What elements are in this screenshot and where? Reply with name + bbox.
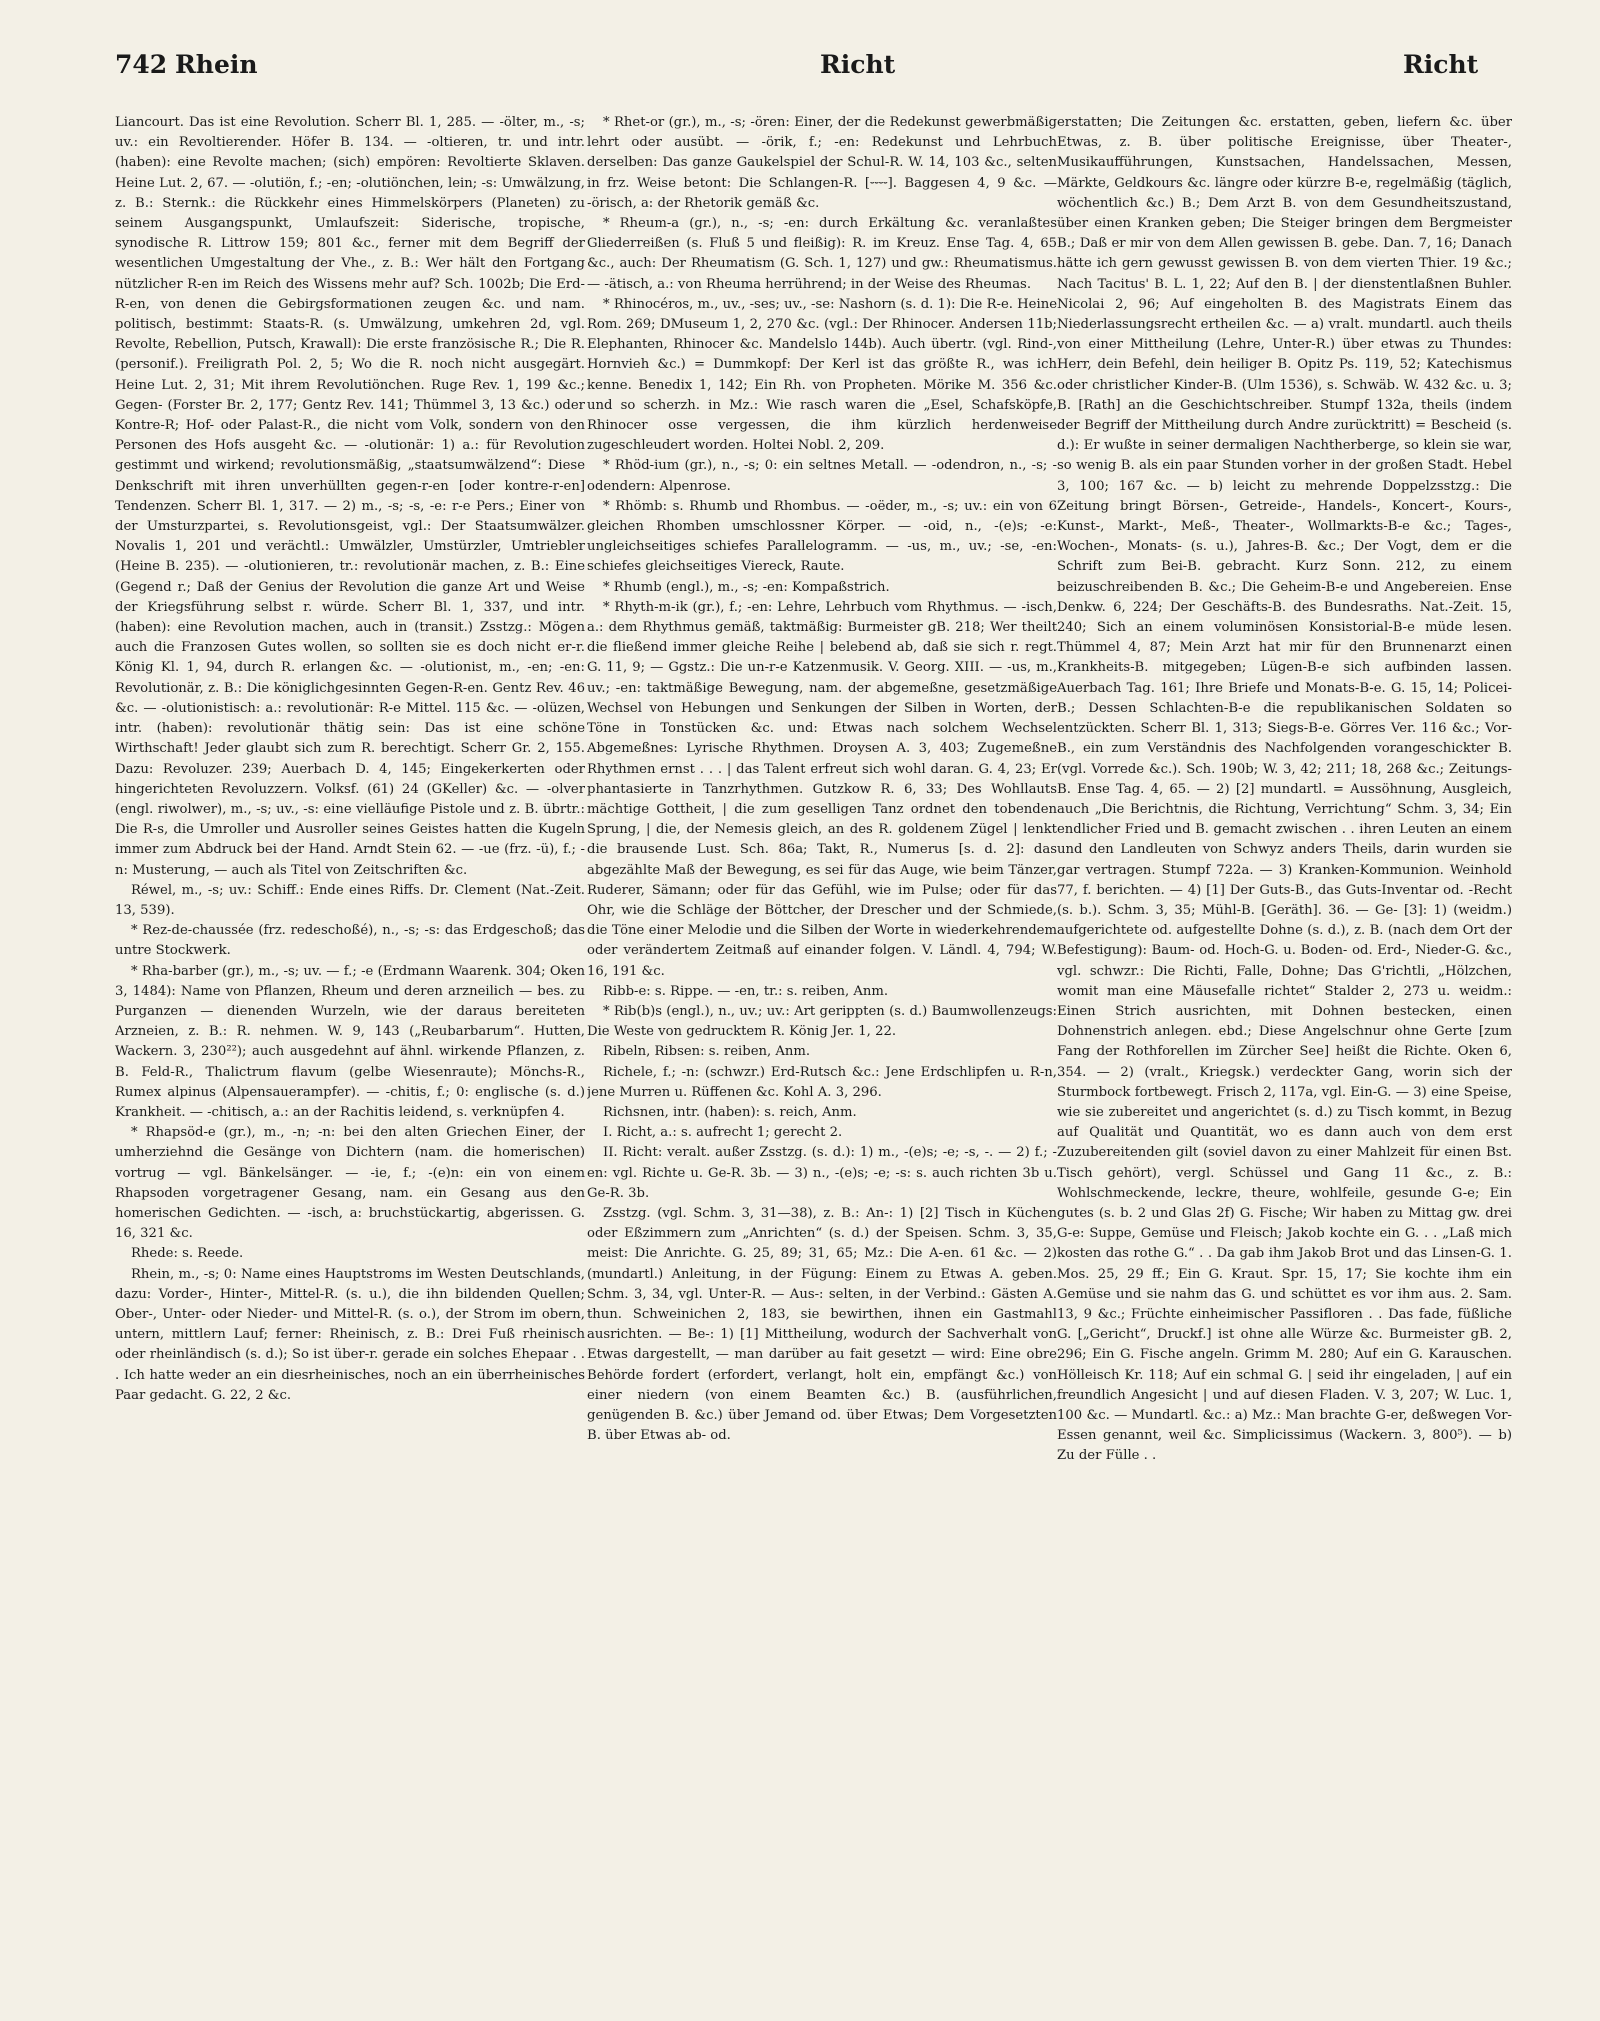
- entry-richele: Richele, f.; -n: (schwzr.) Erd-Rutsch &c.: Jene Erdschlipfen u. R-n, jene Murren u. Rüffenen &c. Kohl A. 3, 296.: [587, 1064, 1057, 1100]
- entry-rheuma: * Rheum-a (gr.), n., -s; -en: durch Erkältung &c. veranlaßtes Gliederreißen (s. Fluß 5 und fleißig): R. im Kreuz. Ense Tag. 4, 65 &c., auch: Der Rheumatism (G. Sch. 1, 127) und gw.: Rheumatismus. — -ätisch, a.: von Rheuma herrührend; in der Weise des Rheumas.: [587, 216, 1057, 292]
- column-right: [1057, 113, 1512, 1973]
- entry-ribbs: * Rib(b)s (engl.), n., uv.; uv.: Art gerippten (s. d.) Baumwollenzeugs: Die Weste von gedrucktem R. König Jer. 1, 22.: [587, 1003, 1057, 1040]
- entry-rhumb: * Rhumb (engl.), m., -s; -en: Kompaßstrich.: [603, 579, 890, 595]
- running-header: [115, 50, 1510, 84]
- header-keyword-right: Richt: [1403, 50, 1479, 79]
- header-keyword-left: Rhein: [175, 50, 258, 79]
- entry-revolution: Liancourt. Das ist eine Revolution. Scherr Bl. 1, 285. — -ölter, m., -s; uv.: ein Revoltierender. Höfer B. 134. — -oltieren, tr. und intr. (haben): eine Revolte machen; (sich) empören: Revoltierte Sklaven. Heine Lut. 2, 67. — -olutiön, f.; -en; -olutiönchen, lein; -s: Umwälzung, z. B.: Sternk.: die Rückkehr eines Himmelskörpers (Planeten) zu seinem Ausgangspunkt, Umlaufszeit: Siderische, tropische, synodische R. Littrow 159; 801 &c., ferner mit dem Begriff der wesentlichen Umgestaltung der Vhe., z. B.: Wer hält den Fortgang nützlicher R-en im Reich des Wissens mehr auf? Sch. 1002b; Die Erd-R-en, von denen die Gebirgsformationen zeugen &c. und nam. politisch, bestimmt: Staats-R. (s. Umwälzung, umkehren 2d, vgl. Revolte, Rebellion, Putsch, Krawall): Die erste französische R.; Die R. (personif.). Freiligrath Pol. 2, 5; Wo die R. noch nicht ausgegärt. Heine Lut. 2, 31; Mit ihrem Revolutiönchen. Ruge Rev. 1, 199 &c.; Gegen- (Forster Br. 2, 177; Gentz Rev. 141; Thümmel 3, 13 &c.) oder Kontre-R; Hof- oder Palast-R., die nicht vom Volk, sondern von den Personen des Hofs ausgeht &c. — -olutionär: 1) a.: für Revolution gestimmt und wirkend; revolutionsmäßig, „staatsumwälzend“: Diese Denkschrift mit ihren unverhüllten gegen-r-en [oder kontre-r-en] Tendenzen. Scherr Bl. 1, 317. — 2) m., -s; -s, -e: r-e Pers.; Einer von der Umsturzpartei, s. Revolutionsgeist, vgl.: Der Staatsumwälzer. Novalis 1, 201 und verächtl.: Umwälzler, Umstürzler, Umtriebler (Heine B. 235). — -olutionieren, tr.: revolutionär machen, z. B.: Eine (Gegend r.; Daß der Genius der Revolution die ganze Art und Weise der Kriegsführung selbst r. würde. Scherr Bl. 1, 337, und intr. (haben): eine Revolution machen, auch in (transit.) Zsstzg.: Mögen auch die Franzosen Gutes wollen, so sollten sie es doch nicht er-r. König Kl. 1, 94, durch R. erlangen &c. — -olutionist, m., -en; -en: Revolutionär, z. B.: Die königlichgesinnten Gegen-R-en. Gentz Rev. 46 &c. — -olutionistisch: a.: revolutionär: R-e Mittel. 115 &c. — -olüzen, intr. (haben): revolutionär thätig sein: Das ist eine schöne Wirthschaft! Jeder glaubt sich zum R. berechtigt. Scherr Gr. 2, 155. Dazu: Revoluzer. 239; Auerbach D. 4, 145; Eingekerkerten oder hingerichteten Revoluzzern. Volksf. (61) 24 (GKeller) &c. — -olver (engl. riwolwer), m., -s; uv., -s: eine vielläufige Pistole und z. B. übrtr.: Die R-s, die Umroller und Ausroller seines Geistes hatten die Kugeln immer zum Abdruck bei der Hand. Arndt Stein 62. — -ue (frz. -ü), f.; -n: Musterung, — auch als Titel von Zeitschriften &c.: [115, 115, 585, 878]
- header-keyword-middle: Richt: [820, 50, 896, 79]
- entry-rhein: Rhein, m., -s; 0: Name eines Hauptstroms im Westen Deutschlands, dazu: Vorder-, Hinter-, Mittel-R. (s. u.), die ihn bildenden Quellen; Ober-, Unter- oder Nieder- und Mittel-R. (s. o.), der Strom im obern, untern, mittlern Lauf; ferner: Rheinisch, z. B.: Drei Fuß rheinisch oder rheinländisch (s. d.); So ist über-r. gerade ein solches Ehepaar . . . Ich hatte weder an ein diesrheinisches, noch an ein überrheinisches Paar gedacht. G. 22, 2 &c.: [115, 1266, 585, 1403]
- entry-richt-2: II. Richt: veralt. außer Zsstzg. (s. d.): 1) m., -(e)s; -e; -s, -. — 2) f.; -en: vgl. Richte u. Ge-R. 3b. — 3) n., -(e)s; -e; -s: s. auch richten 3b u. Ge-R. 3b.: [587, 1145, 1057, 1201]
- entry-rhabarber: * Rha-barber (gr.), m., -s; uv. — f.; -e (Erdmann Waarenk. 304; Oken 3, 1484): Name von Pflanzen, Rheum und deren arzneilich — bes. zu Purganzen — dienenden Wurzeln, wie der daraus bereiteten Arzneien, z. B.: R. nehmen. W. 9, 143 („Reubarbarum“. Hutten, Wackern. 3, 230²²); auch ausgedehnt auf ähnl. wirkende Pflanzen, z. B. Feld-R., Thalictrum flavum (gelbe Wiesenraute); Mönchs-R., Rumex alpinus (Alpensauerampfer). — -chitis, f.; 0: englische (s. d.) Krankheit. — -chitisch, a.: an der Rachitis leidend, s. verknüpfen 4.: [115, 963, 585, 1120]
- entry-richsnen: Richsnen, intr. (haben): s. reich, Anm.: [603, 1104, 857, 1120]
- entry-rhythmik: * Rhyth-m-ik (gr.), f.; -en: Lehre, Lehrbuch vom Rhythmus. — -isch, a.: dem Rhythmus gemäß, taktmäßig: Burmeister gB. 218; Wer theilt die fließend immer gleiche Reihe | belebend ab, daß sie sich r. regt. G. 11, 9; — Ggstz.: Die un-r-e Katzenmusik. V. Georg. XIII. — -us, m., uv.; -en: taktmäßige Bewegung, nam. der abgemeßne, gesetzmäßige Wechsel von Hebungen und Senkungen der Silben in Worten, der Töne in Tonstücken &c. und: Etwas nach solchem Wechsel Abgemeßnes: Lyrische Rhythmen. Droysen A. 3, 403; Zugemeßne Rhythmen ernst . . . | das Talent erfreut sich wohl daran. G. 4, 23; Er phantasierte in Tanzrhythmen. Gutzkow R. 6, 33; Des Wohllauts mächtige Gottheit, | die zum geselligen Tanz ordnet den tobenden Sprung, | die, der Nemesis gleich, an des R. goldenem Zügel | lenkt die brausende Lust. Sch. 86a; Takt, R., Numerus [s. d. 2]: das abgezählte Maß der Bewegung, es sei für das Auge, wie beim Tänzer, Ruderer, Sämann; oder für das Gefühl, wie im Pulse; oder für das Ohr, wie die Schläge der Böttcher, der Drescher und der Schmiede, die Töne einer Melodie und die Silben der Worte in wiederkehrendem oder verändertem Zeitmaß auf einander folgen. V. Ländl. 4, 794; W. 16, 191 &c.: [587, 599, 1057, 979]
- entry-rhodium: * Rhöd-ium (gr.), n., -s; 0: ein seltnes Metall. — -odendron, n., -s; -odendern: Alpenrose.: [587, 458, 1057, 494]
- entry-rhomb: * Rhömb: s. Rhumb und Rhombus. — -oëder, m., -s; uv.: ein von 6 gleichen Rhomben umschlossner Körper. — -oid, n., -(e)s; -e: ungleichseitiges schiefes Parallelogramm. — -us, m., uv.; -se, -en: schiefes gleichseitiges Viereck, Raute.: [587, 498, 1057, 575]
- column-middle: [587, 113, 1057, 1973]
- column-left: [115, 113, 585, 1973]
- entry-rez-de-chaussee: * Rez-de-chaussée (frz. redeschoßé), n., -s; -s: das Erdgeschoß; das untre Stockwerk.: [115, 923, 585, 959]
- entry-rhede: Rhede: s. Reede.: [131, 1246, 244, 1262]
- entry-richt-compounds: Zsstzg. (vgl. Schm. 3, 31—38), z. B.: An-: 1) [2] Tisch in Küchen oder Eßzimmern zum „Anrichten“ (s. d.) der Speisen. Schm. 3, 35, meist: Die Anrichte. G. 25, 89; 31, 65; Mz.: Die A-en. 61 &c. — 2) (mundartl.) Anleitung, in der Fügung: Einem zu Etwas A. geben. Schm. 3, 34, vgl. Unter-R. — Aus-: selten, in der Verbind.: Gästen A. thun. Schweinichen 2, 183, sie bewirthen, ihnen ein Gastmahl ausrichten. — Be-: 1) [1] Mittheilung, wodurch der Sachverhalt von Etwas dargestellt, — man darüber au fait gesetzt — wird: Eine obre Behörde fordert (erfordert, verlangt, holt ein, empfängt &c.) von einer niedern (von einem Beamten &c.) B. (ausführlichen, genügenden B. &c.) über Jemand od. über Etwas; Dem Vorgesetzten B. über Etwas ab- od.: [587, 1205, 1057, 1444]
- entry-bericht-continued: erstatten; Die Zeitungen &c. erstatten, geben, liefern &c. über Etwas, z. B. über politische Ereignisse, über Theater-, Musikaufführungen, Kunstsachen, Handelssachen, Messen, Märkte, Geldkours &c. längre oder kürzre B-e, regelmäßig (täglich, wöchentlich &c.) B.; Dem Arzt B. von dem Gesundheitszustand, über einen Kranken geben; Die Steiger bringen dem Bergmeister B.; Daß er mir von dem Allen gewissen B. gebe. Dan. 7, 16; Danach hätte ich gern gewusst gewissen B. von dem vierten Thier. 19 &c.; Nach Tacitus' B. L. 1, 22; Auf den B. | der dienstentlaßnen Buhler. Nicolai 2, 96; Auf eingeholten B. des Magistrats Einem das Niederlassungsrecht ertheilen &c. — a) vralt. mundartl. auch theils von einer Mittheilung (Lehre, Unter-R.) über etwas zu Thundes: Herr, dein Befehl, dein heiliger B. Opitz Ps. 119, 52; Katechismus oder christlicher Kinder-B. (Ulm 1536), s. Schwäb. W. 432 &c. u. 3; B. [Rath] an die Geschichtschreiber. Stumpf 132a, theils (indem der Begriff der Mittheilung durch Andre zurücktritt) = Bescheid (s. d.): Er wußte in seiner dermaligen Nachtherberge, so klein sie war, so wenig B. als ein paar Stunden vorher in der großen Stadt. Hebel 3, 100; 167 &c. — b) leicht zu mehrende Doppelzsstzg.: Die Zeitung bringt Börsen-, Getreide-, Handels-, Koncert-, Kours-, Kunst-, Markt-, Meß-, Theater-, Wollmarkts-B-e &c.; Tages-, Wochen-, Monats- (s. u.), Jahres-B. &c.; Der Vogt, dem er die Schrift zum Bei-B. gebracht. Kurz Sonn. 212, zu einem beizuschreibenden B. &c.; Die Geheim-B-e und Angebereien. Ense Denkw. 6, 224; Der Geschäfts-B. des Bundesraths. Nat.-Zeit. 15, 240; Sich an einem voluminösen Konsistorial-B-e müde lesen. Thümmel 4, 87; Mein Arzt hat mir für den Brunnenarzt einen Krankheits-B. mitgegeben; Lügen-B-e sich aufbinden lassen. Auerbach Tag. 161; Ihre Briefe und Monats-B-e. G. 15, 14; Policei-B.; Dessen Schlachten-B-e die republikanischen Soldaten so entzückten. Scherr Bl. 1, 313; Siegs-B-e. Görres Ver. 116 &c.; Vor-B., ein zum Verständnis des Nachfolgenden vorangeschickter B. (vgl. Vorrede &c.). Sch. 190b; W. 3, 42; 211; 18, 268 &c.; Zeitungs-B. Ense Tag. 4, 65. — 2) [2] mundartl. = Aussöhnung, Ausgleich, auch „Die Berichtnis, die Richtung, Verrichtung“ Schm. 3, 34; Ein endlicher Fried und B. gemacht zwischen . . ihren Leuten an einem und den Landleuten von Schwyz anders Theils, darin wurden sie gar vertragen. Stumpf 722a. — 3) Kranken-Kommunion. Weinhold 77, f. berichten. — 4) [1] Der Guts-B., das Guts-Inventar od. -Recht (s. b.). Schm. 3, 35; Mühl-B. [Geräth]. 36. — Ge- [3]: 1) (weidm.) aufgerichtete od. aufgestellte Dohne (s. d.), z. B. (nach dem Ort der Befestigung): Baum- od. Hoch-G. u. Boden- od. Erd-, Nieder-G. &c., vgl. schwzr.: Die Richti, Falle, Dohne; Das G'richtli, „Hölzchen, womit man eine Mäusefalle richtet“ Stalder 2, 273 u. weidm.: Einen Strich ausrichten, mit Dohnen bestecken, einen Dohnenstrich anlegen. ebd.; Diese Angelschnur ohne Gerte [zum Fang der Rothforellen im Zürcher See] heißt die Richte. Oken 6, 354. — 2) (vralt., Kriegsk.) verdeckter Gang, worin sich der Sturmbock fortbewegt. Frisch 2, 117a, vgl. Ein-G. — 3) eine Speise, wie sie zubereitet und angerichtet (s. d.) zu Tisch kommt, in Bezug auf Qualität und Quantität, wo es dann auch von dem erst Zuzubereitenden gilt (soviel davon zu einer Mahlzeit für einen Bst. Tisch gehört), vergl. Schüssel und Gang 11 &c., z. B.: Wohlschmeckende, leckre, theure, wohlfeile, gesunde G-e; Ein gutes (s. b. 2 und Glas 2f) G. Fische; Wir haben zu Mittag gw. drei G-e: Suppe, Gemüse und Fleisch; Jakob kochte ein G. . . „Laß mich kosten das rothe G.“ . . Da gab ihm Jakob Brot und das Linsen-G. 1. Mos. 25, 29 ff.; Ein G. Kraut. Spr. 15, 17; Sie kochte ihm ein Gemüse und sie nahm das G. und schüttet es vor ihm aus. 2. Sam. 13, 9 &c.; Früchte einheimischer Passifloren . . Das fade, füßliche G. [„Gericht“, Druckf.] ist ohne alle Würze &c. Burmeister gB. 2, 296; Ein G. Fische angeln. Grimm M. 280; Auf ein G. Karauschen. Hölleisch Kr. 118; Auf ein schmal G. | seid ihr eingeladen, | auf ein freundlich Angesicht | und auf diesen Fladen. V. 3, 207; W. Luc. 1, 100 &c. — Mundartl. &c.: a) Mz.: Man brachte G-er, deßwegen Vor-Essen genannt, weil &c. Simplicissimus (Wackern. 3, 800⁵). — b) Zu der Fülle . .: [1057, 115, 1512, 1464]
- entry-rhetor: * Rhet-or (gr.), m., -s; -ören: Einer, der die Redekunst gewerbmäßig lehrt oder ausübt. — -örik, f.; -en: Redekunst und Lehrbuch derselben: Das ganze Gaukelspiel der Schul-R. W. 14, 103 &c., selten in frz. Weise betont: Die Schlangen-R. [⏑⏑⏑⏑]. Baggesen 4, 9 &c. — -örisch, a: der Rhetorik gemäß &c.: [587, 115, 1057, 211]
- entry-rewel: Réwel, m., -s; uv.: Schiff.: Ende eines Riffs. Dr. Clement (Nat.-Zeit. 13, 539).: [115, 882, 585, 918]
- entry-rhinoceros: * Rhinocéros, m., uv., -ses; uv., -se: Nashorn (s. d. 1): Die R-e. Heine Rom. 269; DMuseum 1, 2, 270 &c. (vgl.: Der Rhinocer. Andersen 11b; Elephanten, Rhinocer &c. Mandelslo 144b). Auch übertr. (vgl. Rind-, Hornvieh &c.) = Dummkopf: Der Kerl ist das größte R., was ich kenne. Benedix 1, 142; Ein Rh. von Propheten. Mörike M. 356 &c. und so scherzh. in Mz.: Wie rasch waren die „Esel, Schafsköpfe, Rhinocer osse vergessen, die ihm kürzlich herdenweise zugeschleudert worden. Holtei Nobl. 2, 209.: [587, 296, 1057, 454]
- entry-rhapsode: * Rhapsöd-e (gr.), m., -n; -n: bei den alten Griechen Einer, der umherziehnd die Gesänge von Dichtern (nam. die homerischen) vortrug — vgl. Bänkelsänger. — -ie, f.; -(e)n: ein von einem Rhapsoden vorgetragener Gesang, nam. ein Gesang aus den homerischen Gedichten. — -isch, a: bruchstückartig, abgerissen. G. 16, 321 &c.: [115, 1125, 585, 1242]
- page-number: 742: [115, 50, 168, 79]
- entry-ribeln: Ribeln, Ribsen: s. reiben, Anm.: [603, 1044, 811, 1060]
- entry-richt-1: I. Richt, a.: s. aufrecht 1; gerecht 2.: [603, 1125, 843, 1141]
- entry-ribbe: Ribb-e: s. Rippe. — -en, tr.: s. reiben, Anm.: [603, 983, 889, 999]
